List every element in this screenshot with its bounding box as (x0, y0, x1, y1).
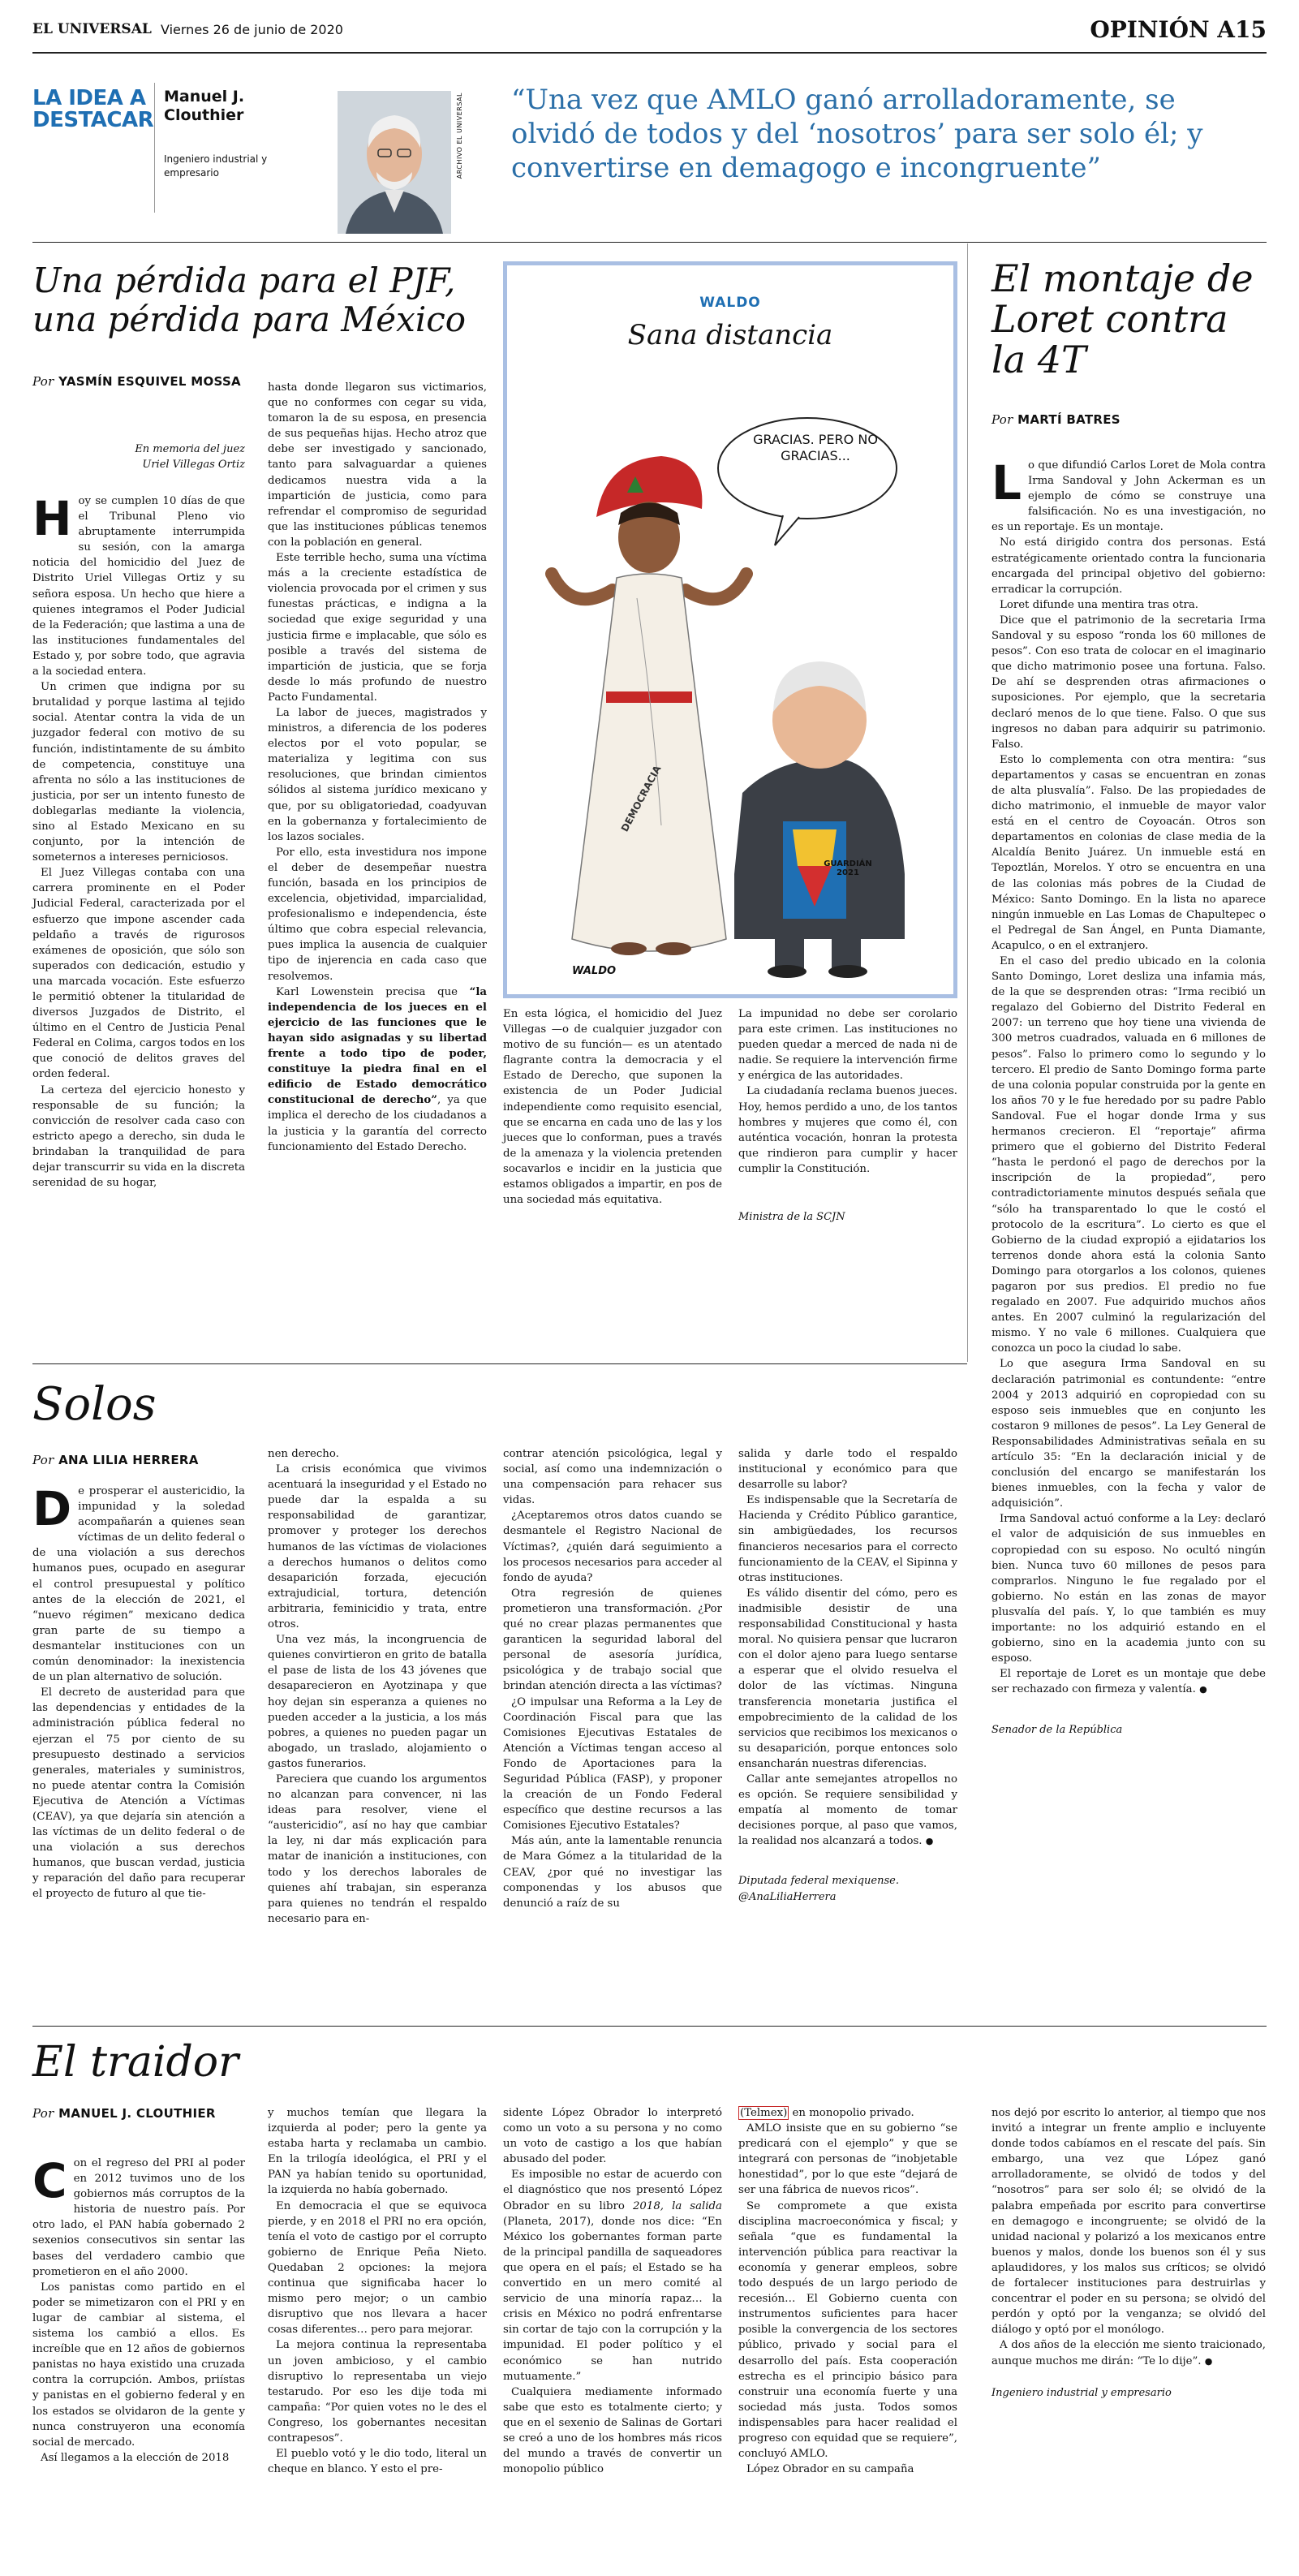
loret-signature: Senador de la República (991, 1723, 1123, 1736)
loret-column: Lo que difundió Carlos Loret de Mola contra Irma Sandoval y John Ackerman es un ejemplo de cómo se construye una falsificación. No es una investigación, no es un reportaje. Es un montaje. No está dirigido contra dos personas. Está estratégicamente orientado contra la funcionaria encargada del principal objetivo del gobierno: erradicar la corrupción. Loret difunde una mentira tras otra. Dice que el patrimonio de la secretaria Irma Sandoval y su esposo “ronda los 60 millones de pesos”. Con eso trata de colocar en el imaginario que dicho matrimonio posee una fortuna. Falso. De ahí se desprenden otras afirmaciones o suposiciones. Por ejemplo, que la secretaria declaró menos de lo que tiene. Falso. O que sus ingresos no daban para adquirir su patrimonio. Falso. Esto lo complementa con otra mentira: “sus departamentos y casas se encuentran en zonas de alta plusvalía”. Falso. De las propiedades de dicho matrimonio, el inmueble de mayor valor está en el centro de Coyoacán. Otros son departamentos en colonias de clase media de la Alcaldía Benito Juárez. Un inmueble está en Tepoztlán, Morelos. Y otro se encuentra en una de las colonias más pobres de la Ciudad de México: Santo Domingo. En la lista no aparece ningún inmueble en Las Lomas de Chapultepec o el Pedregal de San Ángel, en Punta Diamante, Acapulco, o en el extranjero. En el caso del predio ubicado en la colonia Santo Domingo, Loret desliza una infamia más, de la que se desprenden otras: “Irma recibió un regalazo del Gobierno del Distrito Federal en 2007: un terreno que hoy tiene una vivienda de 300 metros cuadrados, valuada en 6 millones de pesos”. Falso lo primero como lo segundo y lo tercero. El predio de Santo Domingo forma parte de una colonia popular construida por la gente en los años 70 y le fue heredado por su padre Pablo Sandoval. Fue el hogar donde Irma y sus hermanos crecieron. El “reportaje” afirma primero que el gobierno del Distrito Federal “hasta le perdonó el pago de derechos por la inscripción de la propiedad”, pero contradictoriamente minutos después señala que “sólo ha transparentado lo que le costó el protocolo de la escritura”. Lo cierto es que el Gobierno de la ciudad expropió a ejidatarios los terrenos donde ahora está la colonia Santo Domingo para otorgarlos a los colonos, quienes pagaron por sus predios. El predio no fue regalado en 2007. Fue adquirido muchos años antes. En 2007 culminó la regularización del mismo. Y no vale 6 millones. Cualquiera que conozca un poco la ciudad lo sabe. Lo que asegura Irma Sandoval en su declaración patrimonial es contundente: “entre 2004 y 2013 adquirió en copropiedad con su esposo seis inmuebles que en conjunto les costaron 9 millones de pesos”. La Ley General de Responsabilidades Administrativas señala en su artículo 35: “En la declaración inicial y de conclusión del encargo se manifestarán los bienes inmuebles, con la fecha y valor de adquisición”. Irma Sandoval actuó conforme a la Ley: declaró el valor de adquisición de sus inmuebles en copropiedad con su esposo. No ocultó ningún bien. Nunca tuvo 60 millones de pesos para comprarlos. Ninguno le fue regalado por el gobierno. No están en las zonas de mayor plusvalía del país. Y, lo que también es muy importante: no los adquirió estando en el gobierno, sino en la academia junto con su esposo. El reportaje de Loret es un montaje que debe ser rechazado con firmeza y valentía. ● Senador de la República (991, 458, 1266, 1738)
masthead (32, 15, 1267, 47)
cartoon (503, 261, 957, 998)
section-label: OPINIÓN A15 (1090, 16, 1267, 43)
traidor-column-1: Con el regreso del PRI al poder en 2012 tuvimos uno de los gobiernos más corruptos de la historia de nuestro país. Por otro lado, el PAN había gobernado 2 sexenios consecutivos sin sentar las bases del verdadero cambio que prometieron en el año 2000. Los panistas como partido en el poder se mimetizaron con el PRI y en lugar de cambiar al sistema, el sistema los cambió a ellos. Es increíble que en 12 años de gobiernos panistas no haya existido una cruzada contra la corrupción. Ambos, priístas y panistas en el gobierno federal y en los estados se olvidaron de la gente y nunca construyeron una economía social de mercado. Así llegamos a la elección de 2018 (32, 2153, 245, 2464)
issue-date: Viernes 26 de junio de 2020 (161, 22, 343, 37)
traidor-column-2: y muchos temían que llegara la izquierda al poder; pero la gente ya estaba harta y reclamaba un cambio. En la trilogía ideológica, el PRI y el PAN ya habían tenido su oportunidad, la izquierda no había gobernado. En democracia el que se equivoca pierde, y en 2018 el PRI no era opción, tenía el voto de castigo por el corrupto gobierno de Enrique Peña Nieto. Quedaban 2 opciones: la mejora continua que significaba hacer lo mismo pero mejor; o un cambio disruptivo que nos llevara a hacer cosas diferentes… pero para mejorar. La mejora continua la representaba un joven ambicioso, y el cambio disruptivo lo representaba un viejo testarudo. Por eso les dije toda mi campaña: “Por quien votes no le des el Congreso, los gobernantes necesitan contrapesos”. El pueblo votó y le dio todo, literal un cheque en blanco. Y esto el pre- (268, 2107, 487, 2476)
article-solos (32, 1365, 967, 2079)
traidor-byline: Por MANUEL J. CLOUTHIER (32, 2106, 216, 2121)
featured-role: Ingeniero industrial y empresario (164, 153, 268, 179)
telmex-mark: (Telmex) (740, 2107, 788, 2119)
photo-credit: ARCHIVO EL UNIVERSAL (456, 93, 463, 179)
solos-headline: Solos (32, 1378, 157, 1431)
solos-column-3: contrar atención psicológica, legal y social, así como una indemnización o una compensación para rehacer sus vidas. ¿Aceptaremos otros datos cuando se desmantele el Registro Nacional de Víctimas?, ¿quién dará seguimiento a los procesos necesarios para acceder al fondo de ayuda? Otra regresión de quienes prometieron una transformación. ¿Por qué no crear plazas permanentes que garanticen la seguridad laboral del personal de asesoría jurídica, psicológica y de trabajo social que brindan atención directa a las víctimas? ¿O impulsar una Reforma a la Ley de Coordinación Fiscal para que las Comisiones Ejecutivas Estatales de Atención a Víctimas tengan acceso al Fondo de Aportaciones para la Seguridad Pública (FASP), y proponer la creación de un Fondo Federal específico que destine recursos a las Comisiones Ejecutivo Estatales? Más aún, ante la lamentable renuncia de Mara Gómez a la titularidad de la CEAV, ¿por qué no investigar las componendas y los abusos que denunció a raíz de su (503, 1448, 722, 1910)
pjf-dedication: En memoria del juez Uriel Villegas Ortiz (135, 443, 245, 471)
featured-label: LA IDEA A DESTACAR (32, 86, 154, 132)
cartoon-title: Sana distancia (627, 319, 833, 351)
traidor-headline: El traidor (32, 2038, 239, 2087)
pjf-headline: Una pérdida para el PJF, una pérdida para México (32, 261, 467, 339)
featured-quote: “Una vez que AMLO ganó arrolladoramente, se olvidó de todos y del ‘nosotros’ para ser solo él; y convertirse en demagogo e incongruente” (511, 84, 1203, 184)
pjf-column-2: hasta donde llegaron sus victimarios, que no conformes con cegar su vida, tomaron la de su esposa, en presencia de sus pequeñas hijas. Hecho atroz que debe ser investigado y sancionado, tanto para salvaguardar a quienes dedicamos nuestra vida a la impartición de justicia, como para refrendar el compromiso de seguridad que las instituciones públicas tenemos con la población en general. Este terrible hecho, suma una víctima más a la creciente estadística de violencia provocada por el crimen y sus funestas prácticas, e indigna a la sociedad que exige seguridad y una justicia firme e implacable, que sólo es posible a través del sistema de impartición de justicia, que se forja desde lo más profundo de nuestro Pacto Fundamental. La labor de jueces, magistrados y ministros, a diferencia de los poderes electos por el voto popular, se materializa y legitima con sus resoluciones, que brindan cimientos sólidos al sistema jurídico mexicano y que, por su obligatoriedad, coadyuvan en la gobernanza y fortalecimiento de los lazos sociales. Por ello, esta investidura nos impone el deber de desempeñar nuestra función, basada en los principios de excelencia, objetividad, imparcialidad, profesionalismo e independencia, éste último que cobra especial relevancia, pues implica la ausencia de cualquier tipo de injerencia en cada caso que resolvemos. Karl Lowenstein precisa que “la independencia de los jueces en el ejercicio de las funciones que le hayan sido asignadas y su libertad frente a todo tipo de poder, constituye la piedra final en el edificio de Estado democrático constitucional de derecho”, ya que implica el derecho de los ciudadanos a la justicia y la garantía del correcto funcionamiento del Estado Derecho. (268, 381, 487, 1153)
pjf-column-4: La impunidad no debe ser corolario para este crimen. Las instituciones no pueden quedar a merced de nada ni de nadie. Se requiere la intervención firme y enérgica de las autoridades. La ciudadanía reclama buenos jueces. Hoy, hemos perdido a uno, de los tantos hombres y mujeres que como él, con auténtica vocación, honran la protesta que rindieron para cumplir y hacer cumplir la Constitución. Ministra de la SCJN (738, 1006, 957, 1225)
paper-name: EL UNIVERSAL (32, 21, 152, 37)
article-pjf (32, 243, 497, 1362)
traidor-column-3: sidente López Obrador lo interpretó como un voto a su persona y no como un voto de castigo a los que habían abusado del poder. Es imposible no estar de acuerdo con el diagnóstico que nos presentó López Obrador en su libro 2018, la salida (Planeta, 2017), donde nos dice: “En México los gobernantes forman parte de la principal pandilla de saqueadores que opera en el país; el Estado se ha convertido en un mero comité al servicio de una minoría rapaz… la crisis en México no podrá enfrentarse sin cortar de tajo con la corrupción y la impunidad. El poder político y el económico se han nutrido mutuamente.” Cualquiera mediamente informado sabe que esto es totalmente cierto; y que en el sexenio de Salinas de Gortari se creó a uno de los hombres más ricos del mundo a través de convertir un monopolio público (503, 2107, 722, 2476)
cartoon-signature: WALDO (572, 965, 617, 977)
dress-label: DEMOCRACIA (618, 763, 664, 834)
pjf-column-3: En esta lógica, el homicidio del Juez Villegas —o de cualquier juzgador con motivo de su función— es un atentado flagrante contra la democracia y el Estado de Derecho, que suponen la existencia de un Poder Judicial independiente como requisito esencial, que se encarna en cada uno de las y los jueces que lo conforman, pues a través de la amenaza y la violencia pretenden socavarlos e incidir en la justicia que estamos obligados a impartir, en pos de una sociedad más equitativa. (503, 1008, 722, 1207)
article-traidor (32, 2027, 1267, 2571)
speech-bubble-text: GRACIAS. PERO NO GRACIAS... (753, 432, 878, 463)
solos-column-1: De prosperar el austericidio, la impunidad y la soledad acompañarán a quienes sean víctimas de un delito federal o de una violación a sus derechos humanos pues, ocupado en asegurar el control presupuestal y político antes de la elección de 2021, el “nuevo régimen” mexicano dedica gran parte de su tiempo a desmantelar instituciones con un común denominador: la inexistencia de un plan alternativo de solución. El decreto de austeridad para que las dependencias y entidades de la administración pública federal no ejerzan el 75 por ciento de su presupuesto destinado a servicios generales, materiales y suministros, no puede atentar contra la Comisión Ejecutiva de Atención a Víctimas (CEAV), ya que dejaría sin atención a las víctimas de un delito federal o de una violación a sus derechos humanos, que buscan verdad, justicia y reparación del daño para recuperar el proyecto de futuro al que tie- (32, 1481, 245, 1901)
featured-quote-block (32, 58, 1267, 239)
solos-signature: Diputada federal mexiquense. @AnaLiliaHerrera (738, 1875, 899, 1904)
loret-byline: Por MARTÍ BATRES (991, 412, 1120, 427)
pjf-column-1: Hoy se cumplen 10 días de que el Tribunal Pleno vio abruptamente interrumpida su sesión, con la amarga noticia del homicidio del Juez de Distrito Uriel Villegas Ortiz y su señora esposa. Un hecho que hiere a quienes integramos el Poder Judicial de la Federación; que lastima a una de las instituciones fundamentales del Estado y, por sobre todo, que agravia a la sociedad entera. Un crimen que indigna por su brutalidad y porque lastima al tejido social. Atentar contra la vida de un juzgador federal con motivo de su función, indistintamente de su ámbito de competencia, constituye una afrenta no sólo a las instituciones de justicia, por ser un intento funesto de doblegarlas mediante la violencia, sino al Estado Mexicano en su conjunto, por la intención de someternos a intereses perniciosos. El Juez Villegas contaba con una carrera prominente en el Poder Judicial Federal, caracterizada por el esfuerzo que impone ascender cada peldaño a través de rigurosos exámenes de oposición, que sólo son superados con dedicación, estudio y una marcada vocación. Este esfuerzo le permitió obtener la titularidad de diversos Juzgados de Distrito, el último en el Centro de Justicia Penal Federal en Colima, cargos todos en los que conoció de delitos graves del orden federal. La certeza del ejercicio honesto y responsable de su función; la convicción de resolver cada caso con estricto apego a derecho, sin duda le brindaban la tranquilidad de para dejar transcurrir su vida en la discreta serenidad de su hogar, (32, 491, 245, 1190)
pjf-byline: Por YASMÍN ESQUIVEL MOSSA (32, 374, 241, 389)
solos-column-4: salida y darle todo el respaldo institucional y económico para que desarrolle su labor? Es indispensable que la Secretaría de Hacienda y Crédito Público garantice, sin ambigüedades, los recursos financieros necesarios para el correcto funcionamiento de la CEAV, el Sipinna y otras instituciones. Es válido disentir del cómo, pero es inadmisible desistir de una responsabilidad Constitucional y hasta moral. No quisiera pensar que lucraron con el dolor ajeno para luego sentarse a esperar que el olvido resuelva el dolor de las víctimas. Ninguna transferencia monetaria justifica el empobrecimiento de la calidad de los servicios que recibimos los mexicanos o su desaparición, porque entonces solo ensancharán nuestras diferencias. Callar ante semejantes atropellos no es opción. Se requiere sensibilidad y empatía al momento de tomar decisiones porque, al paso que vamos, la realidad nos alcanzará a todos. ● Diputada federal mexiquense. @AnaLiliaHerrera (738, 1446, 957, 1906)
pjf-signature: Ministra de la SCJN (738, 1211, 845, 1224)
featured-author: Manuel J. Clouthier (164, 88, 245, 124)
cartoon-kicker: WALDO (699, 295, 761, 311)
traidor-column-5: nos dejó por escrito lo anterior, al tiempo que nos invitó a integrar un frente amplio e incluyente donde todos cabíamos en el rescate del país. Sin embargo, una vez que López ganó arrolladoramente, se olvidó de todos y del “nosotros” para ser solo él; se olvidó de la palabra empeñada por escrito para convertirse en demagogo e incongruente; se olvidó de la unidad nacional y polarizó a los mexicanos entre buenos y malos, donde los buenos son él y sus aplaudidores, y los malos sus críticos; se olvidó de fortalecer instituciones para destruirlas y concentrar el poder en su persona; se olvidó del perdón y optó por la venganza; se olvidó del diálogo y optó por el monólogo. A dos años de la elección me siento traicionado, aunque muchos me dirán: “Te lo dije”. ● Ingeniero industrial y empresario (991, 2105, 1266, 2401)
traidor-column-4: (Telmex) en monopolio privado. AMLO insiste que en su gobierno “se predicará con el ejemplo” y que se integrará con personas de “inobjetable honestidad”, por lo que este “dejará de ser una fábrica de nuevos ricos”. Se compromete a que exista disciplina macroeconómica y fiscal; y señala “que es fundamental la intervención pública para reactivar la economía y generar empleos, sobre todo después de un largo periodo de recesión… El Gobierno cuenta con instrumentos suficientes para hacer posible la convergencia de los sectores público, privado y social para el desarrollo del país. Esta cooperación estrecha es el principio básico para construir una economía fuerte y una sociedad más justa. Todos somos indispensables para hacer realidad el progreso con equidad que se requiere”, concluyó AMLO. López Obrador en su campaña (738, 2107, 957, 2476)
traidor-signature: Ingeniero industrial y empresario (991, 2386, 1172, 2399)
author-photo (338, 91, 451, 234)
solos-column-2: nen derecho. La crisis económica que vivimos acentuará la inseguridad y el Estado no puede dar la espalda a su responsabilidad de garantizar, promover y proteger los derechos humanos de las víctimas de violaciones a derechos humanos o delitos como desaparición forzada, ejecución extrajudicial, tortura, detención arbitraria, feminicidio y trata, entre otros. Una vez más, la incongruencia de quienes convirtieron en grito de batalla el pase de lista de los 43 jóvenes que desaparecieron en Ayotzinapa y que hoy dejan sin esperanza a quienes no pueden acceder a la justicia, a los más pobres, a quienes no pueden pagar un abogado, un traslado, alojamiento o gastos funerarios. Pareciera que cuando los argumentos no alcanzan para convencer, ni las ideas para resolver, viene el “austericidio”, así no hay que cambiar la ley, ni dar más explicación para matar de inanición a instituciones, con todo y los derechos laborales de quienes ahí trabajan, sin esperanza para quienes no tendrán el respaldo necesario para en- (268, 1448, 487, 1925)
loret-headline: El montaje de Loret contra la 4T (991, 256, 1254, 381)
article-loret (991, 243, 1267, 2021)
shirt-label: GUARDIÁN 2021 (824, 859, 872, 877)
solos-byline: Por ANA LILIA HERRERA (32, 1453, 199, 1467)
